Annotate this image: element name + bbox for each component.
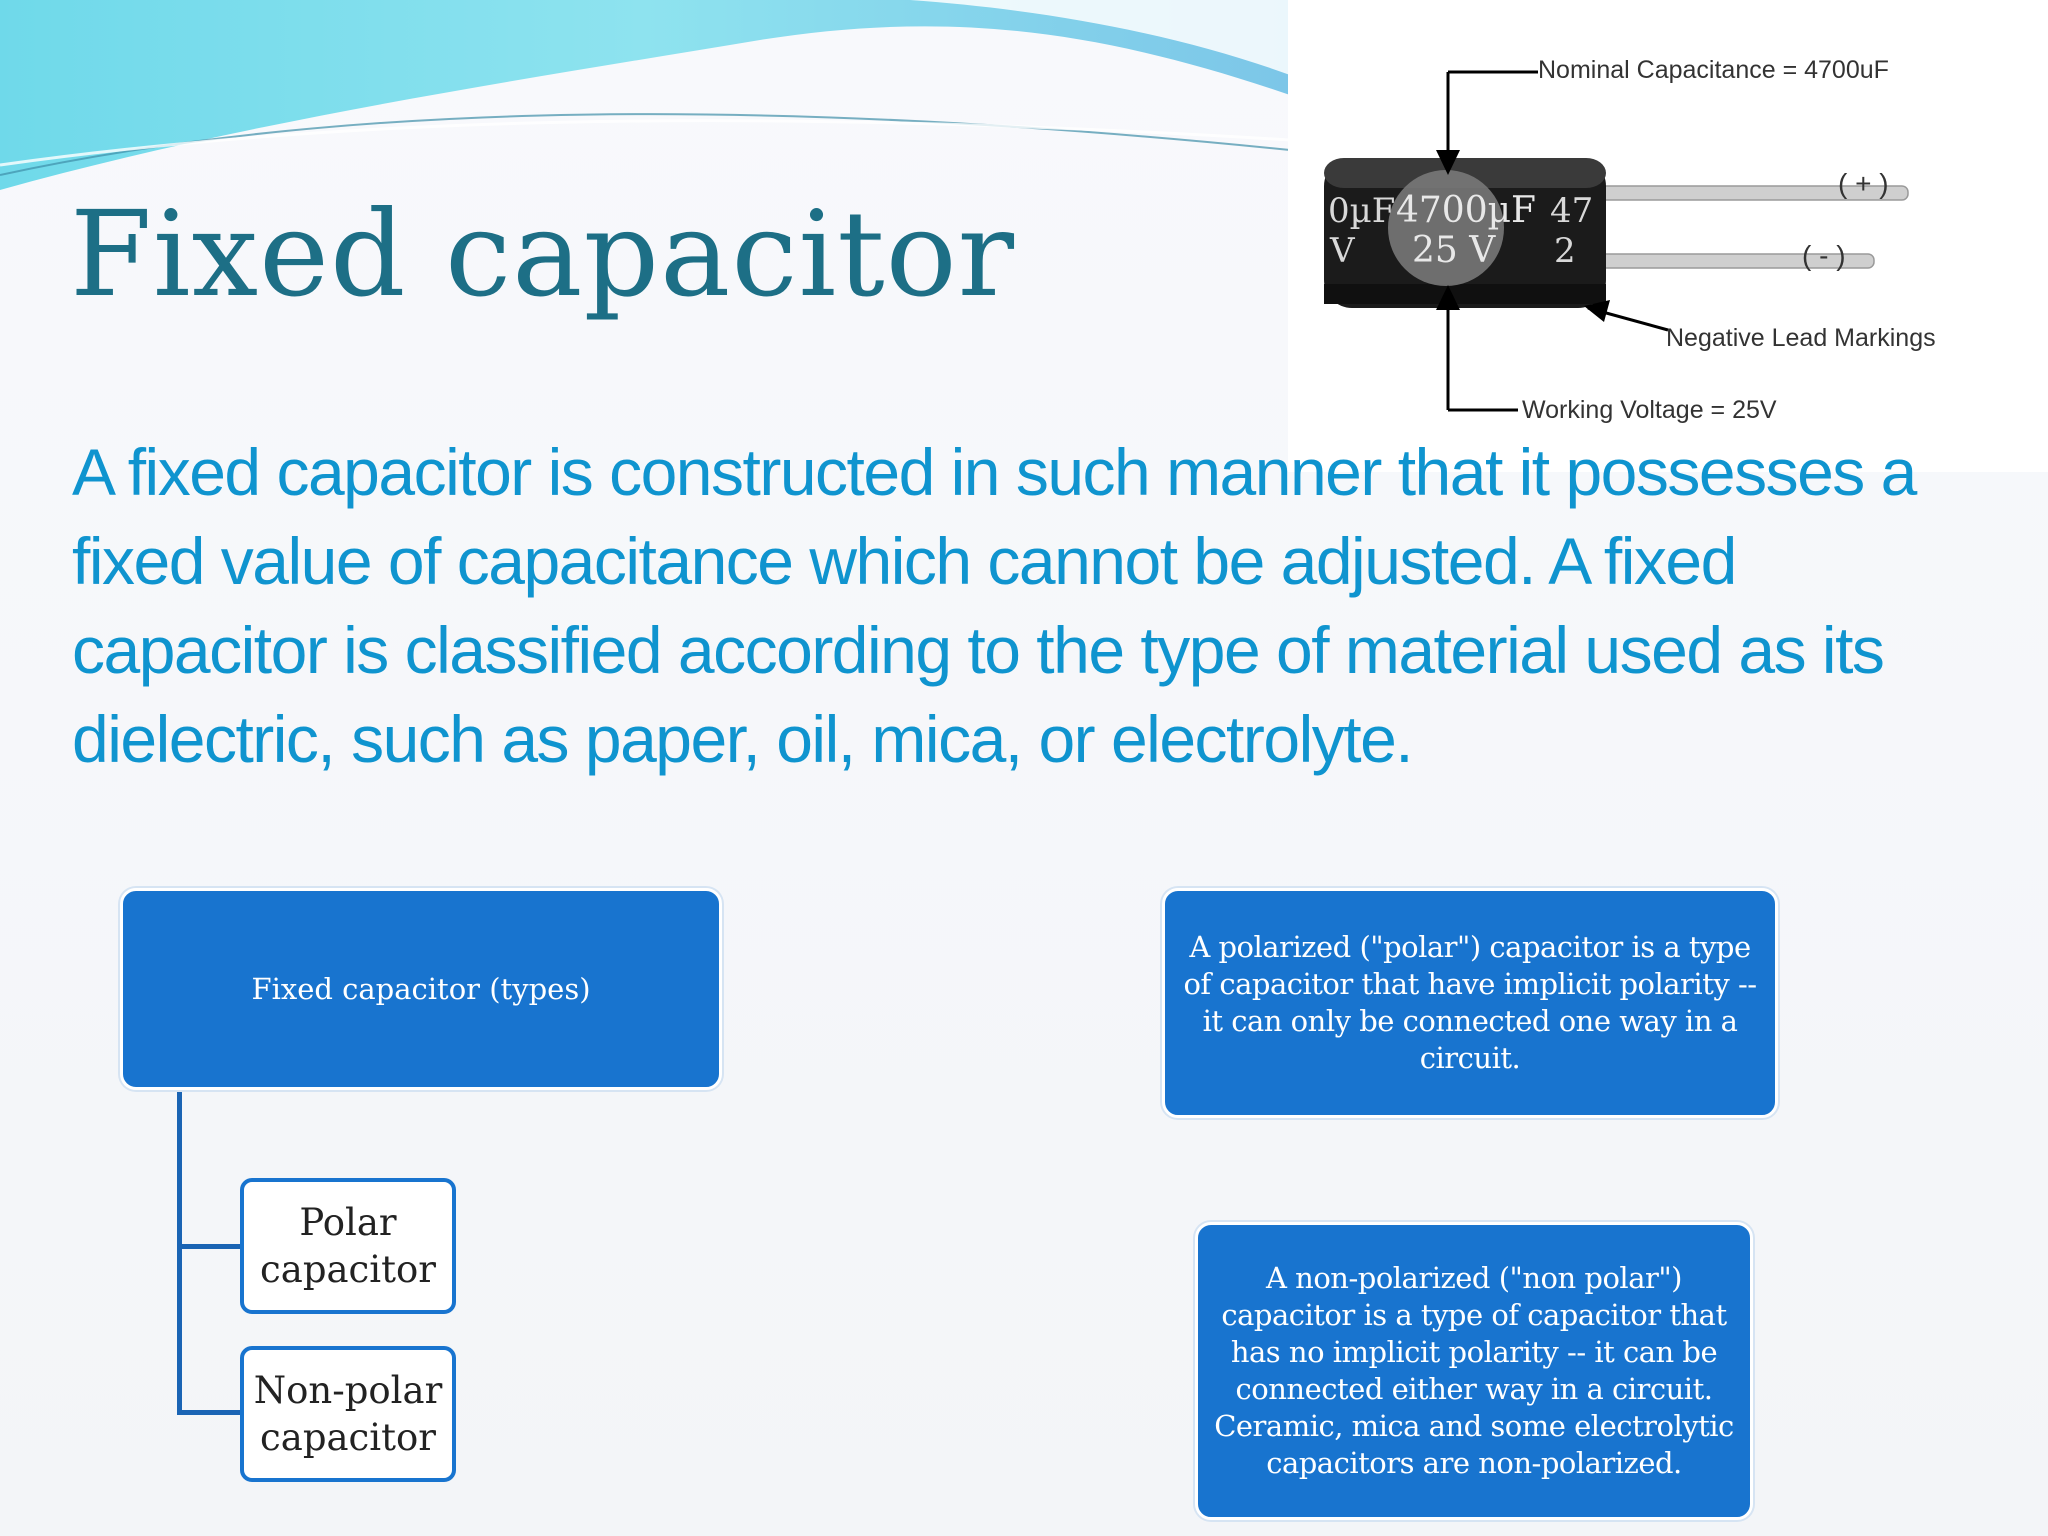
cap-marking-top: 4700µF [1396,190,1536,231]
nonpolar-description-box [1195,1222,1753,1520]
diagram-child-polar-label: Polar capacitor [260,1201,436,1291]
diagram-child-nonpolar-label: Non-polar capacitor [253,1369,443,1459]
nominal-capacitance-label: Nominal Capacitance = 4700uF [1538,56,1889,84]
polar-description-box [1162,888,1778,1118]
cap-marking-bottom: 25 V [1412,230,1496,271]
diagram-child-nonpolar [240,1346,456,1482]
cap-marking-left-bottom: V [1330,231,1355,271]
slide-title: Fixed capacitor [70,185,1016,323]
negative-lead-label: ( - ) [1802,240,1846,271]
cap-marking-right-top: 47 [1550,191,1594,231]
diagram-root-label: Fixed capacitor (types) [251,972,591,1006]
diagram-connector-vertical [177,1090,182,1412]
nonpolar-description-text: A non-polarized ("non polar") capacitor is a type of capacitor that has no implicit polarity -- it can be connected either way in a circuit. Ceramic, mica and some electrolytic capacitors are non-polarized. [1214,1261,1734,1480]
diagram-root-box [120,888,722,1090]
diagram-connector-polar [177,1244,242,1249]
diagram-connector-nonpolar [177,1410,242,1415]
negative-markings-label: Negative Lead Markings [1666,324,1936,352]
polar-description-text: A polarized ("polar") capacitor is a type of capacitor that have implicit polarity -- it can only be connected one way in a circuit. [1183,930,1757,1075]
working-voltage-label: Working Voltage = 25V [1522,396,1777,424]
cap-marking-left-top: 0µF [1328,191,1396,231]
diagram-child-polar [240,1178,456,1314]
body-paragraph: A fixed capacitor is constructed in such manner that it possesses a fixed value of capacitance which cannot be adjusted. A fixed capacitor is classified according to the type of material used as its dielectric, such as paper, oil, mica, or electrolyte. [72,435,1916,776]
capacitor-figure [1288,0,2048,472]
cap-marking-right-bottom: 2 [1554,231,1576,271]
positive-lead-label: ( + ) [1838,168,1889,199]
